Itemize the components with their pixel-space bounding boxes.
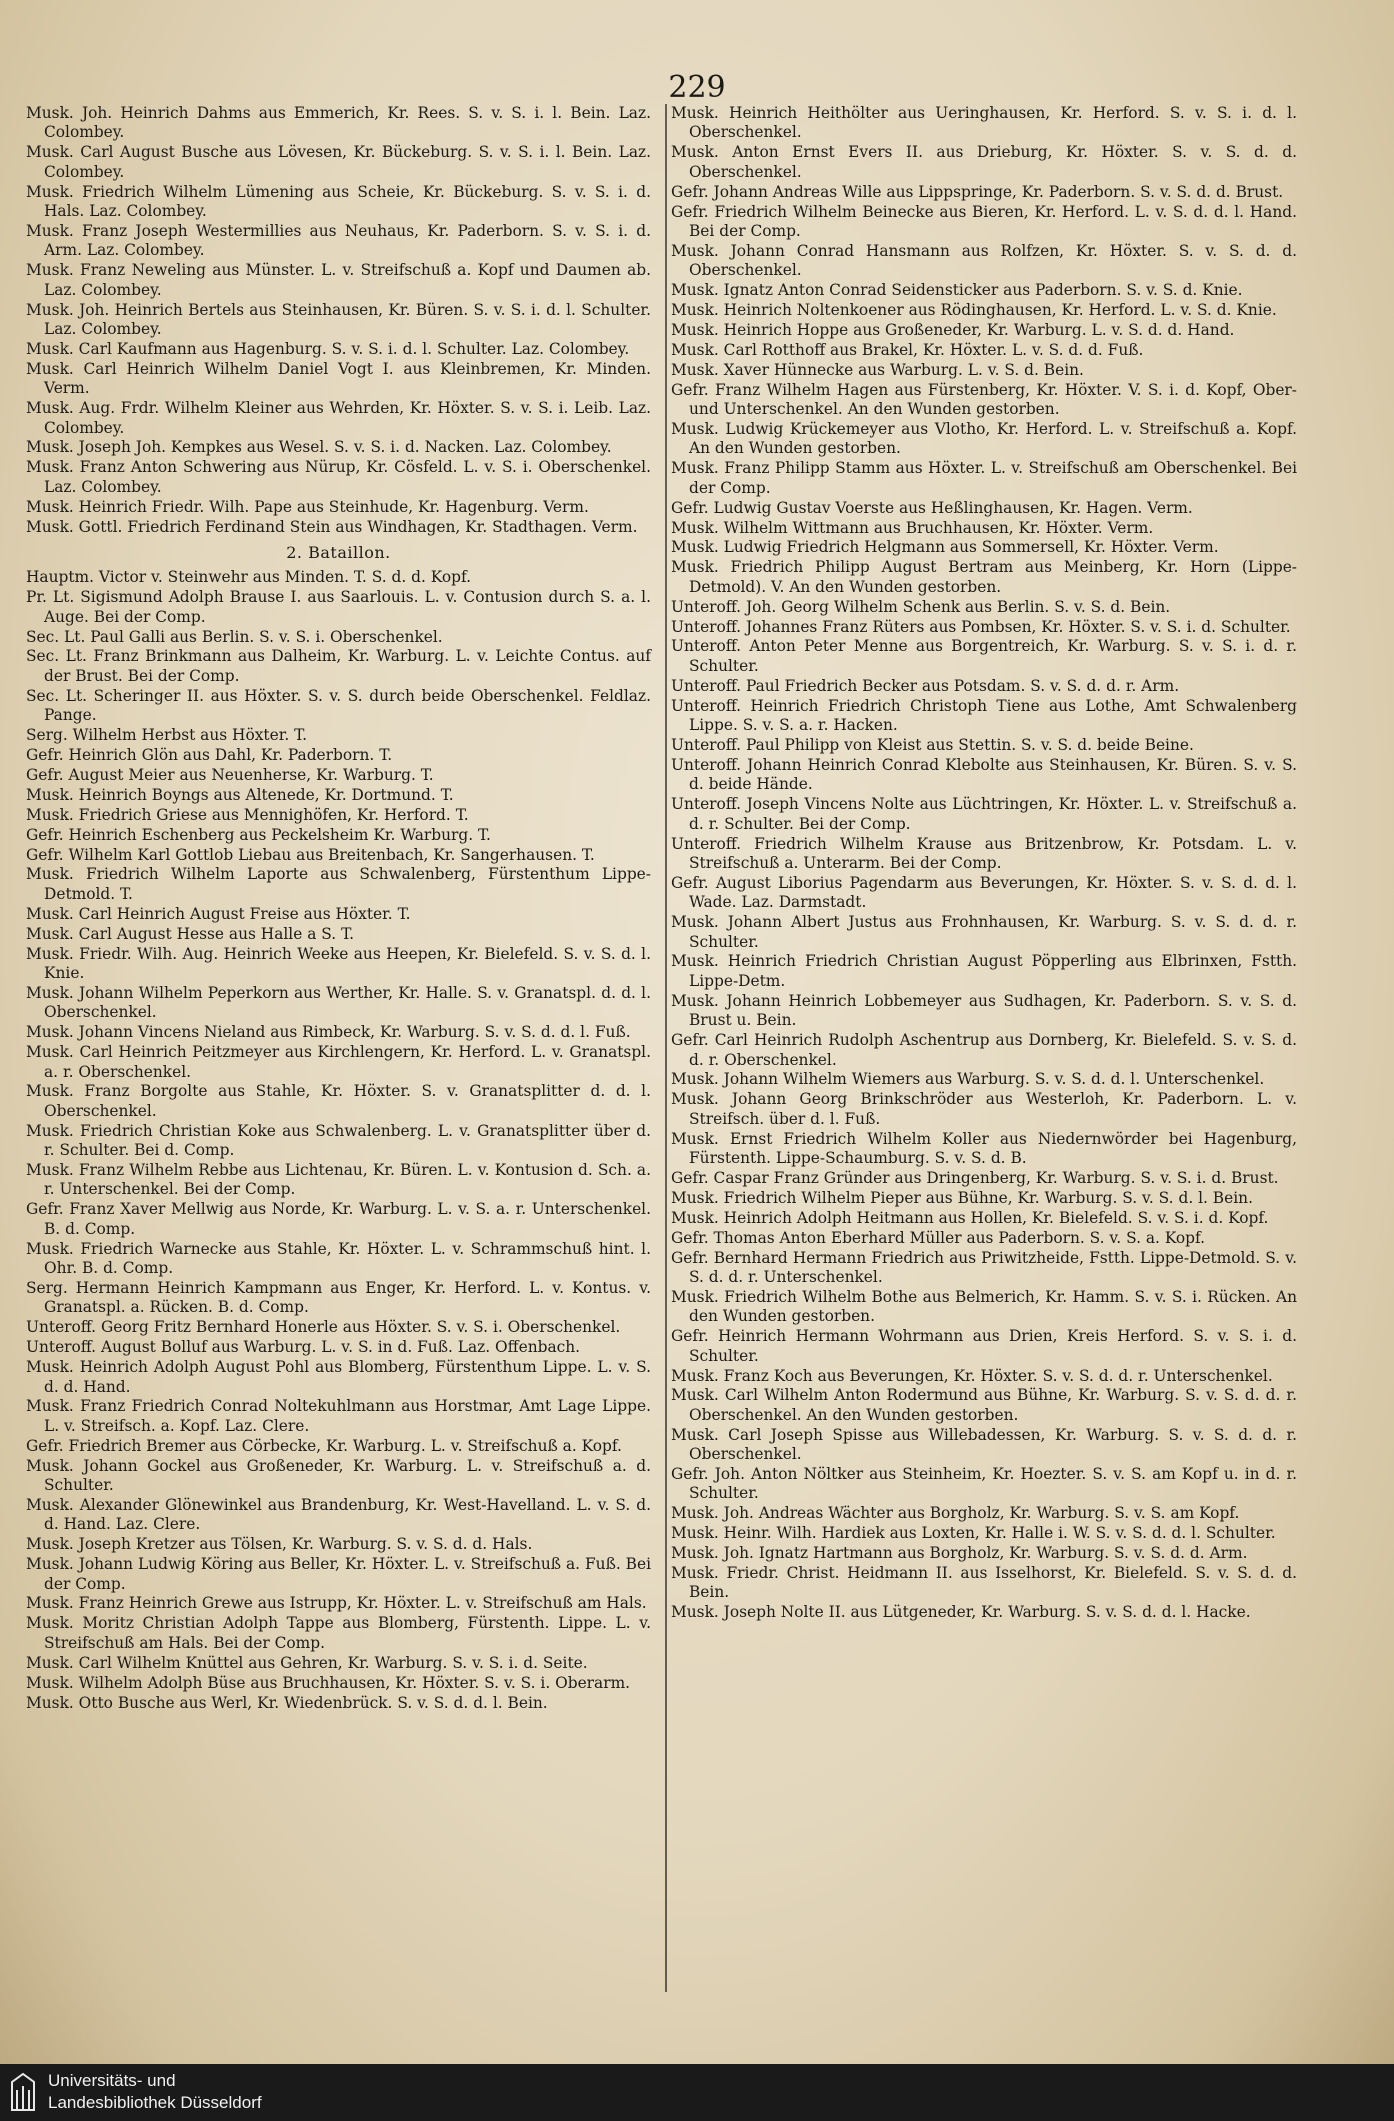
roster-entry: Musk. Joseph Joh. Kempkes aus Wesel. S. v. S. i. d. Nacken. Laz. Colombey. bbox=[26, 438, 612, 457]
roster-entry: Musk. Carl August Hesse aus Halle a S. T. bbox=[26, 924, 354, 943]
roster-entry: Gefr. Caspar Franz Gründer aus Dringenberg, Kr. Warburg. S. v. S. i. d. Brust. bbox=[671, 1168, 1279, 1187]
roster-entry: Unteroff. Joseph Vincens Nolte aus Lüchtringen, Kr. Höxter. L. v. Streifschuß a. d. r. Schulter. Bei der Comp. bbox=[671, 795, 1297, 833]
roster-entry: Unteroff. Friedrich Wilhelm Krause aus Britzenbrow, Kr. Potsdam. L. v. Streifschuß a. Unterarm. Bei der Comp. bbox=[671, 834, 1297, 872]
roster-entry: Musk. Xaver Hünnecke aus Warburg. L. v. S. d. Bein. bbox=[671, 360, 1084, 379]
roster-entry: Sec. Lt. Scheringer II. aus Höxter. S. v. S. durch beide Oberschenkel. Feldlaz. Pange. bbox=[26, 686, 651, 725]
roster-entry: Musk. Johann Heinrich Lobbemeyer aus Sudhagen, Kr. Paderborn. S. v. S. d. Brust u. Bein. bbox=[671, 991, 1297, 1030]
roster-entry: Musk. Friedrich Wilhelm Pieper aus Bühne, Kr. Warburg. S. v. S. d. l. Bein. bbox=[671, 1188, 1253, 1207]
roster-entry: Musk. Johann Gockel aus Großeneder, Kr. Warburg. L. v. Streifschuß a. d. Schulter. bbox=[26, 1456, 651, 1495]
library-footer bbox=[0, 2064, 1394, 2121]
roster-entry: Sec. Lt. Franz Brinkmann aus Dalheim, Kr. Warburg. L. v. Leichte Contus. auf der Brust. Bei der Comp. bbox=[26, 647, 651, 685]
roster-entry: Musk. Heinrich Friedr. Wilh. Pape aus Steinhude, Kr. Hagenburg. Verm. bbox=[26, 497, 589, 516]
roster-entry: Gefr. Wilhelm Karl Gottlob Liebau aus Breitenbach, Kr. Sangerhausen. T. bbox=[26, 845, 595, 864]
roster-entry: Pr. Lt. Sigismund Adolph Brause I. aus Saarlouis. L. v. Contusion durch S. a. l. Auge. Bei der Comp. bbox=[26, 588, 651, 626]
roster-entry: Musk. Wilhelm Wittmann aus Bruchhausen, Kr. Höxter. Verm. bbox=[671, 518, 1154, 537]
roster-entry: Musk. Johann Albert Justus aus Frohnhausen, Kr. Warburg. S. v. S. d. d. r. Schulter. bbox=[671, 913, 1297, 951]
roster-entry: Musk. Joh. Andreas Wächter aus Borgholz, Kr. Warburg. S. v. S. am Kopf. bbox=[671, 1504, 1240, 1523]
roster-entry: Musk. Wilhelm Adolph Büse aus Bruchhausen, Kr. Höxter. S. v. S. i. Oberarm. bbox=[26, 1673, 631, 1692]
roster-entry: Musk. Carl August Busche aus Lövesen, Kr. Bückeburg. S. v. S. i. l. Bein. Laz. Colombey. bbox=[26, 143, 651, 181]
roster-entry: Musk. Heinrich Hoppe aus Großeneder, Kr. Warburg. L. v. S. d. d. Hand. bbox=[671, 320, 1235, 339]
roster-entry: Gefr. Joh. Anton Nöltker aus Steinheim, Kr. Hoezter. S. v. S. am Kopf u. in d. r. Schulter. bbox=[671, 1465, 1297, 1503]
roster-entry: Serg. Wilhelm Herbst aus Höxter. T. bbox=[26, 726, 308, 745]
roster-entry: Musk. Ernst Friedrich Wilhelm Koller aus Niedernwörder bei Hagenburg, Fürstenth. Lippe-Schaumburg. S. v. S. d. B. bbox=[671, 1129, 1297, 1168]
roster-entry: Musk. Joseph Kretzer aus Tölsen, Kr. Warburg. S. v. S. d. d. Hals. bbox=[26, 1535, 533, 1554]
roster-entry: Musk. Joh. Heinrich Dahms aus Emmerich, Kr. Rees. S. v. S. i. l. Bein. Laz. Colombey. bbox=[26, 104, 651, 142]
roster-entry: Musk. Heinrich Boyngs aus Altenede, Kr. Dortmund. T. bbox=[26, 785, 454, 804]
roster-entry: Musk. Joh. Ignatz Hartmann aus Borgholz, Kr. Warburg. S. v. S. d. d. Arm. bbox=[671, 1544, 1248, 1563]
library-logo-icon bbox=[8, 2070, 38, 2114]
roster-entry: Musk. Johann Conrad Hansmann aus Rolfzen, Kr. Höxter. S. v. S. d. d. Oberschenkel. bbox=[671, 241, 1297, 280]
roster-entry: Unteroff. Georg Fritz Bernhard Honerle aus Höxter. S. v. S. i. Oberschenkel. bbox=[26, 1318, 621, 1337]
roster-entry: Musk. Johann Vincens Nieland aus Rimbeck, Kr. Warburg. S. v. S. d. d. l. Fuß. bbox=[26, 1023, 631, 1042]
roster-entry: Musk. Ludwig Krückemeyer aus Vlotho, Kr. Herford. L. v. Streifschuß a. Kopf. An den Wunden gestorben. bbox=[671, 420, 1297, 458]
roster-entry: Gefr. Carl Heinrich Rudolph Aschentrup aus Dornberg, Kr. Bielefeld. S. v. S. d. d. r. Oberschenkel. bbox=[671, 1031, 1297, 1069]
right-column bbox=[671, 104, 1297, 1623]
roster-entry: Musk. Johann Wilhelm Wiemers aus Warburg. S. v. S. d. d. l. Unterschenkel. bbox=[671, 1070, 1265, 1089]
roster-entry: Unteroff. Johannes Franz Rüters aus Pombsen, Kr. Höxter. S. v. S. i. d. Schulter. bbox=[671, 617, 1291, 636]
roster-entry: Musk. Franz Heinrich Grewe aus Istrupp, Kr. Höxter. L. v. Streifschuß am Hals. bbox=[26, 1594, 647, 1613]
roster-entry: Gefr. August Liborius Pagendarm aus Beverungen, Kr. Höxter. S. v. S. d. d. l. Wade. Laz. Darmstadt. bbox=[671, 873, 1297, 912]
roster-entry: Unteroff. Anton Peter Menne aus Borgentreich, Kr. Warburg. S. v. S. i. d. r. Schulter. bbox=[671, 637, 1297, 675]
roster-entry: Serg. Hermann Heinrich Kampmann aus Enger, Kr. Herford. L. v. Kontus. v. Granatspl. a. Rücken. B. d. Comp. bbox=[26, 1278, 651, 1317]
roster-entry: Musk. Heinrich Adolph Heitmann aus Hollen, Kr. Bielefeld. S. v. S. i. d. Kopf. bbox=[671, 1208, 1269, 1227]
roster-entry: Musk. Alexander Glönewinkel aus Brandenburg, Kr. West-Havelland. L. v. S. d. d. Hand. Laz. Clere. bbox=[26, 1495, 651, 1534]
roster-entry: Musk. Carl Heinrich Wilhelm Daniel Vogt I. aus Kleinbremen, Kr. Minden. Verm. bbox=[26, 359, 651, 398]
roster-entry: Musk. Friedrich Philipp August Bertram aus Meinberg, Kr. Horn (Lippe-Detmold). V. An den Wunden gestorben. bbox=[671, 558, 1297, 596]
roster-entry: Musk. Franz Anton Schwering aus Nürup, Kr. Cösfeld. L. v. S. i. Oberschenkel. Laz. Colombey. bbox=[26, 458, 651, 496]
library-name-line1: Universitäts- und bbox=[48, 2071, 176, 2090]
roster-entry: Musk. Aug. Frdr. Wilhelm Kleiner aus Wehrden, Kr. Höxter. S. v. S. i. Leib. Laz. Colombey. bbox=[26, 399, 651, 437]
roster-entry: Musk. Gottl. Friedrich Ferdinand Stein aus Windhagen, Kr. Stadthagen. Verm. bbox=[26, 517, 638, 536]
roster-entry: Musk. Heinrich Adolph August Pohl aus Blomberg, Fürstenthum Lippe. L. v. S. d. d. Hand. bbox=[26, 1358, 651, 1396]
roster-entry: Musk. Otto Busche aus Werl, Kr. Wiedenbrück. S. v. S. d. d. l. Bein. bbox=[26, 1693, 548, 1712]
roster-entry: Unteroff. Paul Friedrich Becker aus Potsdam. S. v. S. d. d. r. Arm. bbox=[671, 676, 1180, 695]
roster-entry: Sec. Lt. Paul Galli aus Berlin. S. v. S. i. Oberschenkel. bbox=[26, 627, 443, 646]
roster-entry: Musk. Franz Neweling aus Münster. L. v. Streifschuß a. Kopf und Daumen ab. Laz. Colombey. bbox=[26, 261, 651, 299]
column-divider bbox=[665, 104, 667, 1992]
roster-entry: Musk. Franz Wilhelm Rebbe aus Lichtenau, Kr. Büren. L. v. Kontusion d. Sch. a. r. Unterschenkel. Bei der Comp. bbox=[26, 1161, 651, 1199]
roster-entry: Musk. Johann Georg Brinkschröder aus Westerloh, Kr. Paderborn. L. v. Streifsch. über d. l. Fuß. bbox=[671, 1090, 1297, 1128]
roster-entry: Musk. Joseph Nolte II. aus Lütgeneder, Kr. Warburg. S. v. S. d. d. l. Hacke. bbox=[671, 1603, 1251, 1622]
roster-entry: Musk. Friedrich Griese aus Mennighöfen, Kr. Herford. T. bbox=[26, 805, 469, 824]
roster-entry: Musk. Carl Joseph Spisse aus Willebadessen, Kr. Warburg. S. v. S. d. d. r. Oberschenkel. bbox=[671, 1425, 1297, 1464]
roster-entry: Musk. Friedrich Wilhelm Laporte aus Schwalenberg, Fürstenthum Lippe-Detmold. T. bbox=[26, 865, 651, 903]
page-number: 229 bbox=[668, 70, 726, 105]
library-name bbox=[48, 2070, 262, 2114]
roster-entry: Gefr. Heinrich Glön aus Dahl, Kr. Paderborn. T. bbox=[26, 746, 393, 764]
roster-entry: Musk. Joh. Heinrich Bertels aus Steinhausen, Kr. Büren. S. v. S. i. d. l. Schulter. Laz. Colombey. bbox=[26, 300, 651, 338]
roster-entry: Musk. Johann Ludwig Köring aus Beller, Kr. Höxter. L. v. Streifschuß a. Fuß. Bei der Comp. bbox=[26, 1555, 651, 1593]
roster-entry: Musk. Moritz Christian Adolph Tappe aus Blomberg, Fürstenth. Lippe. L. v. Streifschuß am Hals. Bei der Comp. bbox=[26, 1614, 651, 1652]
section-heading: 2. Bataillon. bbox=[286, 542, 391, 562]
roster-entry: Musk. Heinrich Heithölter aus Ueringhausen, Kr. Herford. S. v. S. i. d. l. Oberschenkel. bbox=[671, 104, 1297, 142]
roster-entry: Musk. Franz Borgolte aus Stahle, Kr. Höxter. S. v. Granatsplitter d. d. l. Oberschenkel. bbox=[26, 1082, 651, 1120]
roster-entry: Gefr. Heinrich Hermann Wohrmann aus Drien, Kreis Herford. S. v. S. i. d. Schulter. bbox=[671, 1327, 1297, 1365]
roster-entry: Gefr. August Meier aus Neuenherse, Kr. Warburg. T. bbox=[26, 765, 434, 784]
roster-entry: Unteroff. Paul Philipp von Kleist aus Stettin. S. v. S. d. beide Beine. bbox=[671, 736, 1194, 754]
roster-entry: Musk. Heinrich Friedrich Christian August Pöpperling aus Elbrinxen, Fstth. Lippe-Detm. bbox=[671, 952, 1297, 990]
roster-entry: Gefr. Friedrich Wilhelm Beinecke aus Bieren, Kr. Herford. L. v. S. d. d. l. Hand. Bei der Comp. bbox=[671, 202, 1297, 240]
roster-entry: Musk. Johann Wilhelm Peperkorn aus Werther, Kr. Halle. S. v. Granatspl. d. d. l. Oberschenkel. bbox=[26, 983, 651, 1022]
roster-entry: Musk. Carl Wilhelm Anton Rodermund aus Bühne, Kr. Warburg. S. v. S. d. d. r. Oberschenkel. An den Wunden gestorben. bbox=[671, 1386, 1297, 1424]
roster-entry: Musk. Friedr. Christ. Heidmann II. aus Isselhorst, Kr. Bielefeld. S. v. S. d. d. Bein. bbox=[671, 1564, 1297, 1602]
roster-entry: Musk. Carl Wilhelm Knüttel aus Gehren, Kr. Warburg. S. v. S. i. d. Seite. bbox=[26, 1653, 588, 1672]
roster-entry: Unteroff. August Bolluf aus Warburg. L. v. S. in d. Fuß. Laz. Offenbach. bbox=[26, 1338, 581, 1357]
roster-entry: Unteroff. Heinrich Friedrich Christoph Tiene aus Lothe, Amt Schwalenberg Lippe. S. v. S. a. r. Hacken. bbox=[671, 696, 1297, 735]
roster-entry: Musk. Heinr. Wilh. Hardiek aus Loxten, Kr. Halle i. W. S. v. S. d. d. l. Schulter. bbox=[671, 1524, 1276, 1543]
roster-entry: Gefr. Ludwig Gustav Voerste aus Heßlinghausen, Kr. Hagen. Verm. bbox=[671, 498, 1193, 517]
roster-entry: Gefr. Franz Wilhelm Hagen aus Fürstenberg, Kr. Höxter. V. S. i. d. Kopf, Ober- und Unterschenkel. An den Wunden gestorben. bbox=[671, 380, 1297, 419]
left-column bbox=[26, 104, 651, 1713]
roster-entry: Musk. Franz Koch aus Beverungen, Kr. Höxter. S. v. S. d. d. r. Unterschenkel. bbox=[671, 1366, 1273, 1385]
roster-entry: Gefr. Thomas Anton Eberhard Müller aus Paderborn. S. v. S. a. Kopf. bbox=[671, 1228, 1206, 1247]
roster-entry: Musk. Friedrich Wilhelm Bothe aus Belmerich, Kr. Hamm. S. v. S. i. Rücken. An den Wunden gestorben. bbox=[671, 1287, 1297, 1326]
roster-entry: Gefr. Friedrich Bremer aus Cörbecke, Kr. Warburg. L. v. Streifschuß a. Kopf. bbox=[26, 1436, 622, 1455]
roster-entry: Unteroff. Joh. Georg Wilhelm Schenk aus Berlin. S. v. S. d. Bein. bbox=[671, 597, 1171, 616]
roster-entry: Musk. Ignatz Anton Conrad Seidensticker aus Paderborn. S. v. S. d. Knie. bbox=[671, 281, 1243, 300]
roster-entry: Unteroff. Johann Heinrich Conrad Klebolte aus Steinhausen, Kr. Büren. S. v. S. d. beide Hände. bbox=[671, 755, 1297, 794]
roster-entry: Hauptm. Victor v. Steinwehr aus Minden. T. S. d. d. Kopf. bbox=[26, 568, 471, 587]
library-name-line2: Landesbibliothek Düsseldorf bbox=[48, 2093, 262, 2112]
roster-entry: Gefr. Johann Andreas Wille aus Lippspringe, Kr. Paderborn. S. v. S. d. d. Brust. bbox=[671, 182, 1284, 201]
roster-entry: Musk. Heinrich Noltenkoener aus Rödinghausen, Kr. Herford. L. v. S. d. Knie. bbox=[671, 301, 1277, 320]
roster-entry: Musk. Carl Heinrich August Freise aus Höxter. T. bbox=[26, 904, 411, 923]
roster-entry: Musk. Friedrich Wilhelm Lümening aus Scheie, Kr. Bückeburg. S. v. S. i. d. Hals. Laz. Colombey. bbox=[26, 182, 651, 221]
roster-entry: Gefr. Franz Xaver Mellwig aus Norde, Kr. Warburg. L. v. S. a. r. Unterschenkel. B. d. Comp. bbox=[26, 1200, 651, 1238]
roster-entry: Musk. Carl Kaufmann aus Hagenburg. S. v. S. i. d. l. Schulter. Laz. Colombey. bbox=[26, 339, 630, 358]
roster-entry: Musk. Ludwig Friedrich Helgmann aus Sommersell, Kr. Höxter. Verm. bbox=[671, 538, 1219, 557]
roster-entry: Musk. Franz Joseph Westermillies aus Neuhaus, Kr. Paderborn. S. v. S. i. d. Arm. Laz. Colombey. bbox=[26, 221, 651, 260]
roster-entry: Musk. Anton Ernst Evers II. aus Drieburg, Kr. Höxter. S. v. S. d. d. Oberschenkel. bbox=[671, 143, 1297, 181]
roster-entry: Gefr. Heinrich Eschenberg aus Peckelsheim Kr. Warburg. T. bbox=[26, 825, 491, 844]
roster-entry: Gefr. Bernhard Hermann Friedrich aus Priwitzheide, Fstth. Lippe-Detmold. S. v. S. d. d. r. Unterschenkel. bbox=[671, 1248, 1297, 1286]
roster-entry: Musk. Friedr. Wilh. Aug. Heinrich Weeke aus Heepen, Kr. Bielefeld. S. v. S. d. l. Knie. bbox=[26, 944, 651, 982]
roster-entry: Musk. Carl Rotthoff aus Brakel, Kr. Höxter. L. v. S. d. d. Fuß. bbox=[671, 340, 1144, 359]
roster-entry: Musk. Franz Philipp Stamm aus Höxter. L. v. Streifschuß am Oberschenkel. Bei der Comp. bbox=[671, 459, 1297, 497]
roster-entry: Musk. Friedrich Warnecke aus Stahle, Kr. Höxter. L. v. Schrammschuß hint. l. Ohr. B. d. Comp. bbox=[26, 1239, 651, 1278]
roster-entry: Musk. Carl Heinrich Peitzmeyer aus Kirchlengern, Kr. Herford. L. v. Granatspl. a. r. Oberschenkel. bbox=[26, 1043, 651, 1081]
roster-entry: Musk. Friedrich Christian Koke aus Schwalenberg. L. v. Granatsplitter über d. r. Schulter. Bei d. Comp. bbox=[26, 1121, 651, 1160]
roster-entry: Musk. Franz Friedrich Conrad Noltekuhlmann aus Horstmar, Amt Lage Lippe. L. v. Streifsch. a. Kopf. Laz. Clere. bbox=[26, 1397, 651, 1435]
